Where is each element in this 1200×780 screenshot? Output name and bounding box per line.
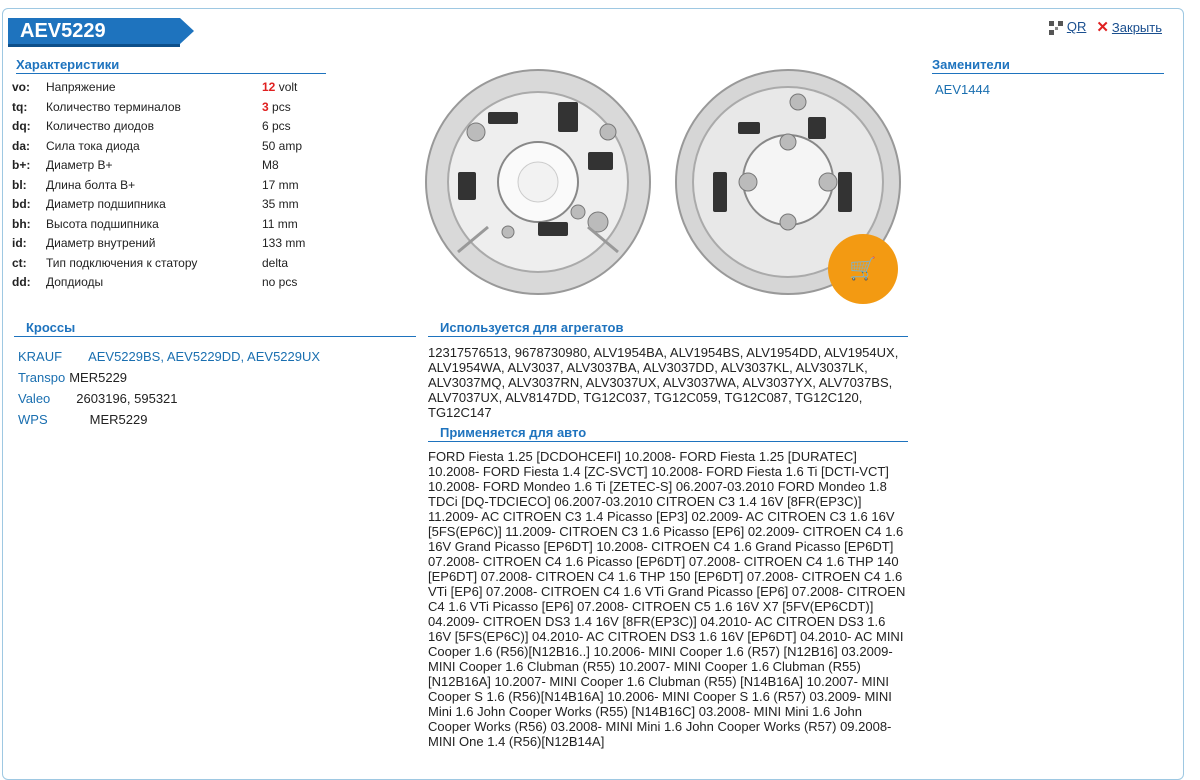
specs-table [12,78,342,293]
product-title: AEV5229 [8,18,180,44]
spec-name: Допдиоды [46,275,104,289]
spec-value-unit: no pcs [262,275,298,289]
spec-code: bl: [12,177,27,192]
crosses-list [18,346,320,430]
spec-value-unit: delta [262,255,289,270]
spec-code: bh: [12,216,31,231]
spec-name: Диаметр подшипника [46,197,166,211]
qr-link-wrap[interactable] [1049,19,1087,35]
spec-value [262,137,342,157]
add-to-cart-button[interactable] [828,234,898,304]
title-ribbon-shadow [8,44,180,47]
spec-value-unit: M8 [262,158,279,172]
replacements-heading: Заменители [932,57,1164,74]
spec-row [12,195,342,215]
cross-row [18,346,320,367]
spec-row [12,215,342,235]
spec-row [12,234,342,254]
applied-for-text: FORD Fiesta 1.25 [DCDOHCEFI] 10.2008- FORD Fiesta 1.25 [DURATEC] 10.2008- FORD Fiesta 1.4 [ZC-SVCT] 10.2008- FORD Fiesta 1.6 Ti [DCTI-VCT] 10.2008- FORD Mondeo 1.6 Ti [ZETEC-S] 06.2007-03.2010 FORD Mondeo 1.8 TDCi [DQ-TDCIECO] 06.2007-03.2010 CITROEN C3 1.4 16V [8FR(EP3C)] 11.2009- AC CITROEN C3 1.4 Picasso [EP3] 02.2009- AC CITROEN C3 1.6 16V [5FS(EP6C)] 11.2009- CITROEN C3 1.6 Picasso [EP6] 02.2009- CITROEN C4 1.6 16V Grand Picasso [EP6DT] 10.2008- CITROEN C4 1.6 Grand Picasso [EP6DT] 07.2008- CITROEN C4 1.6 Picasso [EP6DT] 07.2008- CITROEN C4 1.6 THP 140 [EP6DT] 07.2008- CITROEN C4 1.6 THP 150 [EP6DT] 07.2008- CITROEN C4 1.6 VTi [EP6] 07.2008- CITROEN C4 1.6 VTi Grand Picasso [EP6] 07.2008- CITROEN C4 1.6 VTi Picasso [EP6] 07.2008- CITROEN C5 1.6 16V X7 [5FV(EP6CDT)] 04.2009- CITROEN DS3 1.4 16V [8FR(EP3C)] 04.2010- AC CITROEN DS3 1.6 16V [5FS(EP6C)] 04.2010- AC CITROEN DS3 1.6 16V [EP6DT] 04.2010- AC MINI Cooper 1.6 (R56)[N12B16..] 10.2006- MINI Cooper 1.6 (R57) [N12B16] 03.2009- MINI Cooper 1.6 Clubman (R55) 10.2007- MINI Cooper 1.6 Clubman (R55)[N12B16A] 10.2007- MINI Cooper 1.6 Clubman (R55) [N14B16A] 10.2007- MINI Cooper S 1.6 (R56)[N14B16A] 10.2006- MINI Cooper S 1.6 (R57) 03.2009- MINI Mini 1.6 John Cooper Works (R55) [N14B16C] 03.2008- MINI Mini 1.6 John Cooper Works (R56) 03.2008- MINI Mini 1.6 John Cooper Works (R57) 09.2008- MINI One 1.4 (R56)[N12B14A] [428,449,906,749]
cross-value: 2603196, 595321 [76,391,178,406]
spec-code: bd: [12,197,31,211]
spec-value-unit: 50 amp [262,138,303,153]
cross-value[interactable]: AEV5229BS, AEV5229DD, AEV5229UX [88,349,321,364]
spec-value-unit: 6 pcs [262,119,291,133]
close-link-wrap[interactable] [1096,18,1162,36]
spec-code: ct: [12,255,27,270]
spec-value-unit: 35 mm [262,197,299,211]
spec-name: Длина болта B+ [46,177,136,192]
specs-heading: Характеристики [16,57,326,74]
spec-row [12,98,342,118]
spec-value [262,254,342,274]
cart-icon: 🛒 [849,256,877,281]
cross-row [18,409,320,430]
spec-value [262,78,342,98]
spec-value-number: 3 [262,99,269,114]
cross-brand: WPS [18,412,48,427]
cross-row [18,388,320,409]
spec-row [12,254,342,274]
spec-value-unit: 133 mm [262,236,306,250]
spec-value [262,176,342,196]
spec-code: vo: [12,80,30,94]
spec-value-unit: 11 mm [262,216,298,231]
spec-name: Высота подшипника [46,216,159,231]
cross-value: MER5229 [89,412,148,427]
product-photo-front [418,62,658,302]
spec-code: tq: [12,99,28,114]
qr-link[interactable]: QR [1066,19,1087,35]
spec-value [262,273,342,293]
spec-value [262,195,342,215]
replacement-link[interactable]: AEV1444 [935,82,990,97]
spec-name: Диаметр B+ [46,158,113,172]
used-for-text: 12317576513, 9678730980, ALV1954BA, ALV1954BS, ALV1954DD, ALV1954UX, ALV1954WA, ALV3037, ALV3037BA, ALV3037DD, ALV3037KL, ALV3037LK, ALV3037MQ, ALV3037RN, ALV3037UX, ALV3037WA, ALV3037YX, ALV7037BS, ALV7037UX, ALV8147DD, TG12C037, TG12C059, TG12C087, TG12C120, TG12C147 [428,345,899,420]
spec-row [12,176,342,196]
cross-value: MER5229 [69,370,128,385]
spec-name: Количество диодов [46,119,154,133]
top-links [1049,18,1162,36]
spec-code: dq: [12,119,31,133]
spec-code: dd: [12,275,31,289]
spec-value-unit: pcs [268,99,291,114]
cross-row [18,367,320,388]
crosses-heading: Кроссы [14,320,416,337]
spec-row [12,273,342,293]
replacements-list [935,82,990,97]
cross-brand: KRAUF [18,349,63,364]
spec-row [12,156,342,176]
spec-code: b+: [12,158,31,172]
spec-value [262,234,342,254]
spec-name: Напряжение [46,80,116,94]
spec-name: Количество терминалов [46,99,181,114]
spec-row [12,117,342,137]
close-link[interactable]: Закрыть [1111,20,1162,35]
qr-icon [1049,21,1063,35]
spec-value [262,156,342,176]
spec-value [262,215,342,235]
spec-code: id: [12,236,27,250]
spec-name: Тип подключения к статору [46,255,198,270]
spec-code: da: [12,138,30,153]
cross-brand: Valeo [18,391,51,406]
spec-value [262,117,342,137]
spec-row [12,78,342,98]
spec-row [12,137,342,157]
applied-for-heading: Применяется для авто [428,425,908,442]
spec-name: Сила тока диода [46,138,140,153]
cross-brand: Transpo [18,370,66,385]
spec-value-unit: 17 mm [262,177,299,192]
used-for-heading: Используется для агрегатов [428,320,908,337]
spec-value-number: 12 [262,80,276,94]
close-icon: ✕ [1096,19,1109,36]
spec-value-unit: volt [275,80,298,94]
spec-name: Диаметр внутрений [46,236,156,250]
spec-value [262,98,342,118]
